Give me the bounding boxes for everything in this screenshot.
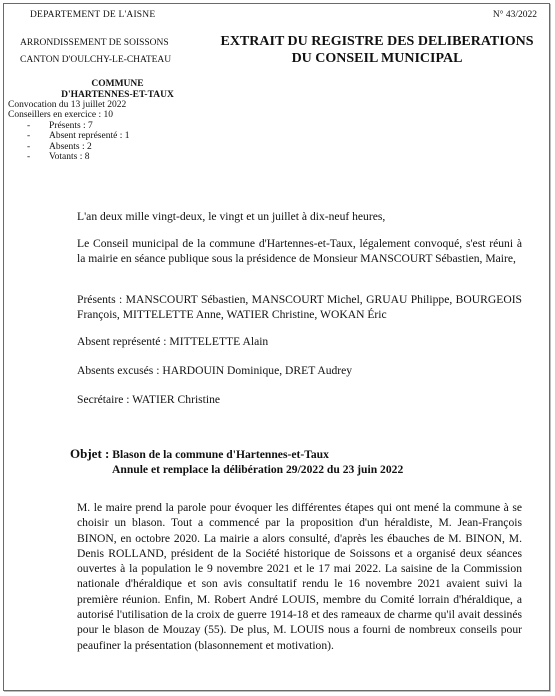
list-item <box>8 121 129 131</box>
title-line-2: DU CONSEIL MUNICIPAL <box>291 51 463 66</box>
document-title <box>212 33 542 67</box>
title-line-1: EXTRAIT DU REGISTRE DES DELIBERATIONS <box>220 34 534 49</box>
commune-line-1: COMMUNE <box>91 79 144 89</box>
absent-represente-count: Absent représenté : 1 <box>49 131 130 142</box>
list-item <box>8 142 129 152</box>
list-dash: - <box>27 152 31 163</box>
convocation-date: Convocation du 13 juillet 2022 <box>8 100 127 110</box>
absents-count: Absents : 2 <box>49 141 92 152</box>
absents-excuses-paragraph: Absents excusés : HARDOUIN Dominique, DRET Audrey <box>77 364 353 377</box>
commune-line-2: D'HARTENNES-ET-TAUX <box>61 90 174 100</box>
objet-line-2: Annule et remplace la délibération 29/2022 du 23 juin 2022 <box>112 463 404 477</box>
arrondissement-label: ARRONDISSEMENT DE SOISSONS <box>20 38 169 48</box>
objet-label: Objet : <box>70 446 110 461</box>
list-dash: - <box>27 120 31 131</box>
secretaire-paragraph: Secrétaire : WATIER Christine <box>77 393 221 406</box>
votants-count: Votants : 8 <box>49 152 90 163</box>
presents-count: Présents : 7 <box>49 120 93 131</box>
presents-paragraph: Présents : MANSCOURT Sébastien, MANSCOURT Michel, GRUAU Philippe, BOURGEOIS François, MITTELETTE Anne, WATIER Christine, WOKAN Éric <box>77 293 522 322</box>
objet-block <box>70 446 403 478</box>
intro-paragraph: L'an deux mille vingt-deux, le vingt et un juillet à dix-neuf heures, <box>77 210 386 223</box>
convocation-block <box>8 100 129 162</box>
list-item <box>8 131 129 141</box>
conseil-paragraph: Le Conseil municipal de la commune d'Hartennes-et-Taux, légalement convoqué, s'est réuni à la mairie en séance publique sous la présidence de Monsieur MANSCOURT Sébastien, Maire, <box>77 237 522 266</box>
absent-represente-paragraph: Absent représenté : MITTELETTE Alain <box>77 335 269 348</box>
commune-heading <box>60 79 175 101</box>
canton-label: CANTON D'OULCHY-LE-CHATEAU <box>20 55 172 65</box>
list-dash: - <box>27 141 31 152</box>
department-label: DEPARTEMENT DE L'AISNE <box>30 10 156 20</box>
list-dash: - <box>27 131 31 142</box>
conseillers-count: Conseillers en exercice : 10 <box>8 110 113 121</box>
objet-line-1: Blason de la commune d'Hartennes-et-Taux <box>112 448 329 461</box>
discussion-paragraph: M. le maire prend la parole pour évoquer les différentes étapes qui ont mené la commune à se choisir un blason. Tout a commencé par la proposition d'un héraldiste, M. Jean-François BINON, en octobre 2020. La mairie a alors consulté, d'après les ébauches de M. BINON, M. Denis ROLLAND, président de la Société historique de Soissons et a organisé deux séances ouvertes à la population le 9 novembre 2021 et le 17 mai 2022. La saisine de la Commission nationale d'héraldique et son avis consultatif rendu le 16 novembre 2021 avaient suivi la première réunion. Enfin, M. Robert André LOUIS, membre du Comité lorrain d'héraldique, a autorisé l'utilisation de la croix de guerre 1914-18 et des rameaux de charme qu'il avait dessinés pour le blason de Mouzay (55). De plus, M. LOUIS nous a fourni de nombreux conseils pour peaufiner la présentation (blasonnement et motivation). <box>77 501 522 652</box>
deliberation-number: N° 43/2022 <box>492 10 537 20</box>
list-item <box>8 152 129 162</box>
